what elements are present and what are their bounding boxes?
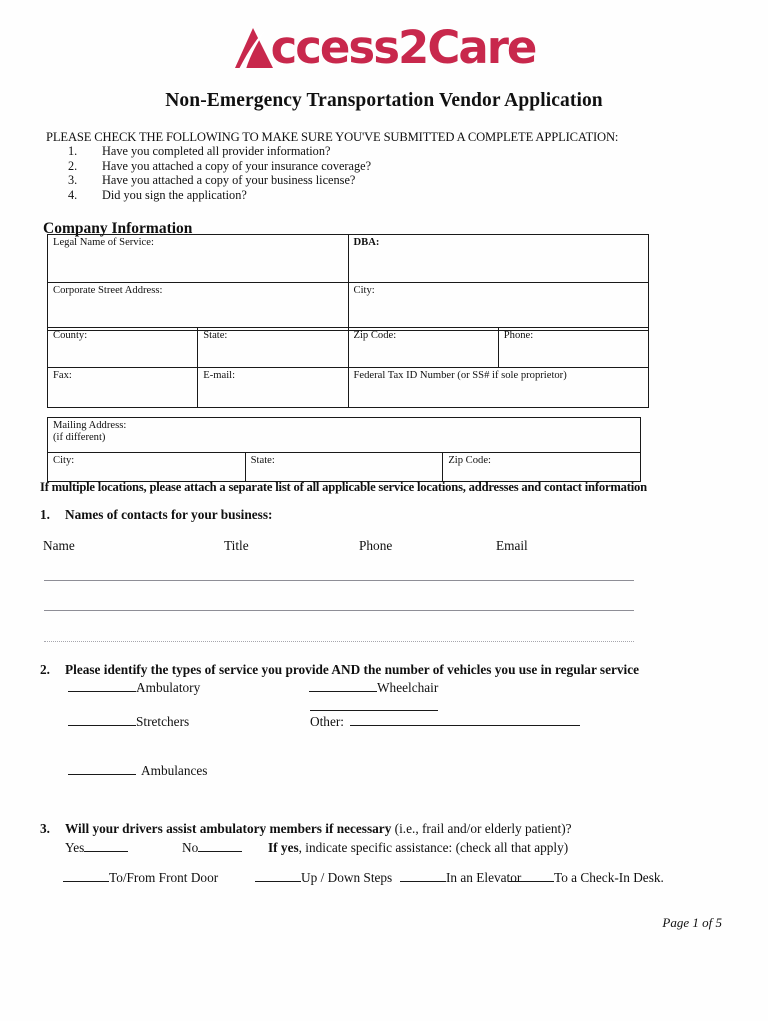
field-state[interactable]	[198, 328, 348, 368]
table-row	[48, 453, 641, 482]
field-sublabel: (if different)	[53, 432, 106, 443]
extra-blank-line[interactable]	[310, 710, 438, 711]
ambulatory-count-blank[interactable]	[68, 680, 136, 692]
mailing-address-table	[47, 417, 641, 482]
question-3-text	[65, 821, 572, 837]
contact-entry-line-1[interactable]	[44, 580, 634, 581]
service-option-label: Ambulances	[141, 763, 208, 778]
field-label: City:	[53, 455, 75, 466]
field-federal-tax-id[interactable]	[348, 368, 649, 408]
field-dba[interactable]	[348, 235, 649, 283]
assist-option-label: Up / Down Steps	[301, 870, 393, 885]
table-row	[48, 235, 649, 283]
field-corporate-street-address[interactable]	[48, 283, 349, 331]
assist-option-front-door[interactable]	[63, 870, 218, 886]
list-item	[68, 144, 371, 159]
table-row	[48, 368, 649, 408]
checklist-text: Have you attached a copy of your insurance coverage?	[102, 158, 372, 173]
field-label: State:	[203, 330, 228, 341]
service-option-label: Wheelchair	[377, 680, 439, 695]
question-1-number: 1.	[40, 507, 50, 522]
assist-option-steps[interactable]	[255, 870, 392, 886]
service-option-wheelchair[interactable]	[309, 680, 438, 696]
contact-entry-line-2[interactable]	[44, 610, 634, 611]
field-label: DBA:	[353, 237, 380, 248]
question-3-text-bold: Will your drivers assist ambulatory members if necessary	[65, 821, 392, 836]
checklist-number: 2.	[68, 158, 78, 173]
question-3-no[interactable]	[182, 840, 242, 856]
column-header-name: Name	[43, 538, 75, 553]
table-row	[48, 283, 649, 331]
assist-option-elevator[interactable]	[400, 870, 521, 886]
wheelchair-count-blank[interactable]	[309, 680, 377, 692]
table-row	[48, 328, 649, 368]
no-label: No	[182, 840, 199, 855]
field-email[interactable]	[198, 368, 348, 408]
if-yes-bold: If yes	[268, 840, 299, 855]
yes-blank[interactable]	[84, 840, 128, 852]
service-option-label: Stretchers	[136, 714, 190, 729]
multiple-locations-note: If multiple locations, please attach a separate list of all applicable service locations, addresses and contact information	[40, 480, 647, 494]
field-label: State:	[250, 455, 275, 466]
logo-text-part2: 2Care	[398, 21, 536, 75]
field-mailing-state[interactable]	[245, 453, 443, 482]
field-label: Mailing Address:	[53, 420, 127, 431]
column-header-email: Email	[496, 538, 528, 553]
if-yes-rest: , indicate specific assistance: (check all that apply)	[298, 840, 569, 855]
service-option-other[interactable]	[310, 714, 580, 730]
field-label: Federal Tax ID Number (or SS# if sole proprietor)	[353, 370, 567, 381]
table-row	[48, 418, 641, 453]
field-zip-code[interactable]	[348, 328, 498, 368]
assist-option-label: To/From Front Door	[109, 870, 219, 885]
other-label: Other:	[310, 714, 344, 729]
field-mailing-address[interactable]	[48, 418, 641, 453]
checklist-text: Have you attached a copy of your business license?	[102, 173, 356, 188]
checklist	[68, 144, 371, 202]
field-legal-name-of-service[interactable]	[48, 235, 349, 283]
column-header-phone: Phone	[359, 538, 393, 553]
question-3-text-regular: (i.e., frail and/or elderly patient)?	[391, 821, 572, 836]
assist-option-label: In an Elevator	[446, 870, 522, 885]
contact-entry-line-3[interactable]	[44, 641, 634, 642]
field-mailing-city[interactable]	[48, 453, 246, 482]
front-door-blank[interactable]	[63, 870, 109, 882]
list-item	[68, 188, 371, 203]
question-1-text: Names of contacts for your business:	[65, 507, 273, 522]
checklist-number: 1.	[68, 144, 78, 158]
brand-logo	[0, 22, 768, 74]
field-label: Zip Code:	[353, 330, 397, 341]
field-county[interactable]	[48, 328, 198, 368]
field-label: Corporate Street Address:	[53, 285, 163, 296]
field-label: E-mail:	[203, 370, 236, 381]
assist-option-check-in-desk[interactable]	[508, 870, 664, 886]
service-option-ambulatory[interactable]	[68, 680, 200, 696]
logo-text-part1: ccess	[270, 21, 399, 75]
field-label: Fax:	[53, 370, 72, 381]
question-3-number: 3.	[40, 821, 50, 836]
stretchers-count-blank[interactable]	[68, 714, 136, 726]
ambulances-count-blank[interactable]	[68, 763, 136, 775]
field-label: City:	[353, 285, 375, 296]
checklist-number: 4.	[68, 187, 78, 202]
company-information-table-lower	[47, 327, 649, 408]
field-fax[interactable]	[48, 368, 198, 408]
field-phone[interactable]	[498, 328, 648, 368]
question-2-number: 2.	[40, 662, 50, 677]
yes-label: Yes	[65, 840, 85, 855]
checklist-heading: PLEASE CHECK THE FOLLOWING TO MAKE SURE YOU'VE SUBMITTED A COMPLETE APPLICATION:	[46, 130, 619, 144]
page-title: Non-Emergency Transportation Vendor Application	[165, 90, 603, 111]
checklist-number: 3.	[68, 173, 78, 188]
field-label: County:	[53, 330, 88, 341]
field-label: Phone:	[503, 330, 534, 341]
elevator-blank[interactable]	[400, 870, 446, 882]
question-3-if-yes-instruction	[268, 840, 568, 856]
section-heading-company-information: Company Information	[43, 220, 193, 237]
field-city[interactable]	[348, 283, 649, 331]
check-in-desk-blank[interactable]	[508, 870, 554, 882]
service-option-ambulances[interactable]	[68, 763, 207, 779]
column-header-title: Title	[224, 538, 249, 553]
list-item	[68, 173, 371, 188]
checklist-text: Have you completed all provider information?	[102, 144, 331, 158]
access2care-triangle-a-icon	[233, 26, 275, 70]
question-2-text: Please identify the types of service you provide AND the number of vehicles you use in regular service	[65, 662, 640, 677]
company-information-table	[47, 234, 649, 331]
service-option-label: Ambulatory	[136, 680, 201, 695]
field-label: Legal Name of Service:	[53, 237, 154, 248]
page-footer: Page 1 of 5	[662, 915, 722, 930]
field-label: Zip Code:	[448, 455, 491, 466]
question-3-yes[interactable]	[65, 840, 128, 856]
list-item	[68, 159, 371, 174]
other-value-blank[interactable]	[350, 714, 580, 726]
field-mailing-zip[interactable]	[443, 453, 641, 482]
service-option-stretchers[interactable]	[68, 714, 189, 730]
checklist-text: Did you sign the application?	[102, 187, 247, 202]
assist-option-label: To a Check-In Desk.	[554, 870, 664, 885]
no-blank[interactable]	[198, 840, 242, 852]
steps-blank[interactable]	[255, 870, 301, 882]
